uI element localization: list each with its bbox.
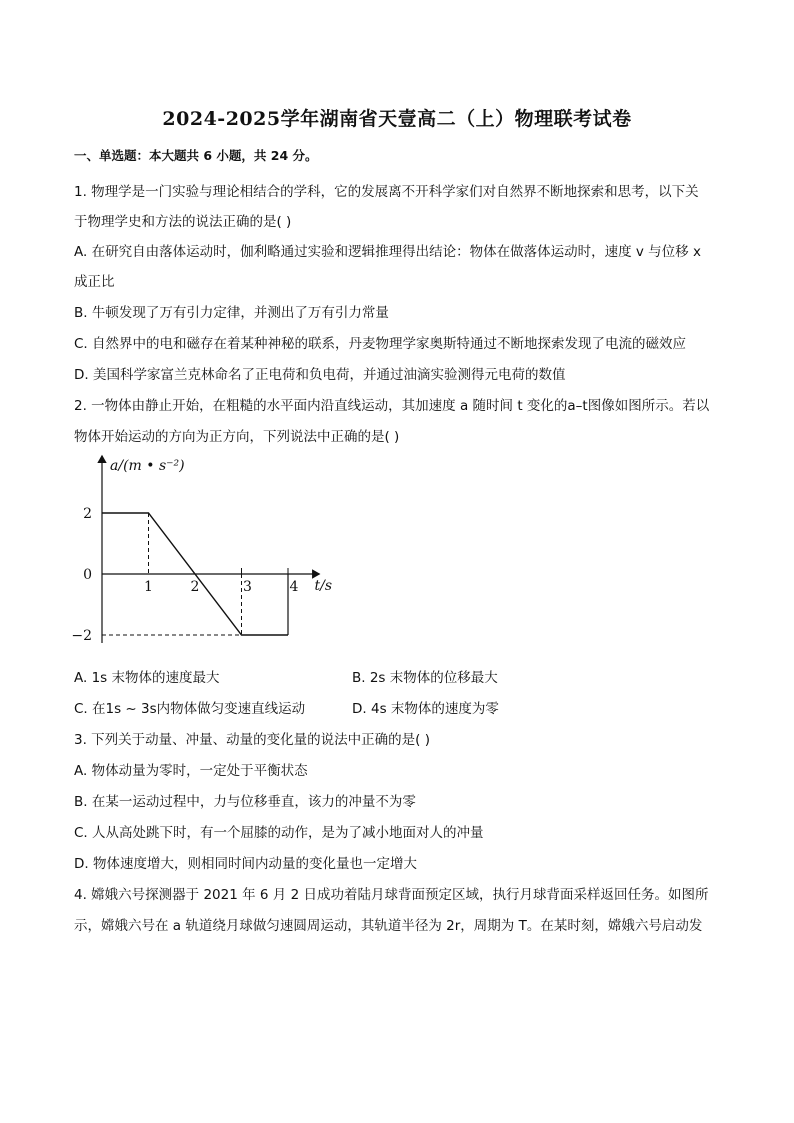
q3-option-b: B. 在某一运动过程中，力与位移垂直，该力的冲量不为零 [74,794,416,810]
q2-option-a: A. 1s 末物体的速度最大 [74,670,220,686]
q2-stem-line-2: 物体开始运动的方向为正方向，下列说法中正确的是( ) [74,429,400,445]
q4-stem-line-1: 4. 嫦娥六号探测器于 2021 年 6 月 2 日成功着陆月球背面预定区域，执行月球背面采样返回任务。如图所 [74,887,709,903]
q1-option-b: B. 牛顿发现了万有引力定律，并测出了万有引力常量 [74,305,389,321]
q2-option-c: C. 在1s ~ 3s内物体做匀变速直线运动 [74,701,306,717]
x-tick-label-1: 1 [144,579,153,595]
q1-option-a-line-1: A. 在研究自由落体运动时，伽利略通过实验和逻辑推理得出结论：物体在做落体运动时，速度 v 与位移 x [74,244,701,260]
a-t-chart [71,452,344,652]
q3-option-c: C. 人从高处跳下时，有一个屈膝的动作，是为了减小地面对人的冲量 [74,825,484,841]
q1-option-d: D. 美国科学家富兰克林命名了正电荷和负电荷，并通过油滴实验测得元电荷的数值 [74,367,566,383]
q1-stem-line-2: 于物理学史和方法的说法正确的是( ) [74,214,292,230]
q3-stem: 3. 下列关于动量、冲量、动量的变化量的说法中正确的是( ) [74,732,430,748]
x-tick-label-3: 3 [243,579,252,595]
x-axis-label: t/s [314,578,333,594]
q3-option-d: D. 物体速度增大，则相同时间内动量的变化量也一定增大 [74,856,417,872]
q1-option-a-line-2: 成正比 [74,274,115,290]
q2-option-b: B. 2s 末物体的位移最大 [352,670,498,686]
x-tick-label-4: 4 [289,579,299,595]
y-tick-label-2: −2 [71,628,92,644]
q2-option-d: D. 4s 末物体的速度为零 [352,701,499,717]
x-tick-label-2: 2 [190,579,200,595]
q4-stem-line-2: 示，嫦娥六号在 a 轨道绕月球做匀速圆周运动，其轨道半径为 2r，周期为 T。在某时刻，嫦娥六号启动发 [74,918,703,934]
y-tick-label-1: 0 [83,567,92,583]
q1-option-c: C. 自然界中的电和磁存在着某种神秘的联系，丹麦物理学家奥斯特通过不断地探索发现了电流的磁效应 [74,336,687,352]
y-tick-label-0: 2 [83,506,92,522]
q3-option-a: A. 物体动量为零时，一定处于平衡状态 [74,763,308,779]
section-heading: 一、单选题：本大题共 6 小题，共 24 分。 [74,148,318,163]
q1-stem-line-1: 1. 物理学是一门实验与理论相结合的学科，它的发展离不开科学家们对自然界不断地探索和思考，以下关 [74,184,699,200]
page-title: 2024-2025学年湖南省天壹高二（上）物理联考试卷 [162,108,632,130]
y-axis-label: a/(m • s⁻²) [110,458,185,474]
q2-stem-line-1: 2. 一物体由静止开始，在粗糙的水平面内沿直线运动，其加速度 a 随时间 t 变化的a–t图像如图所示。若以 [74,398,710,414]
